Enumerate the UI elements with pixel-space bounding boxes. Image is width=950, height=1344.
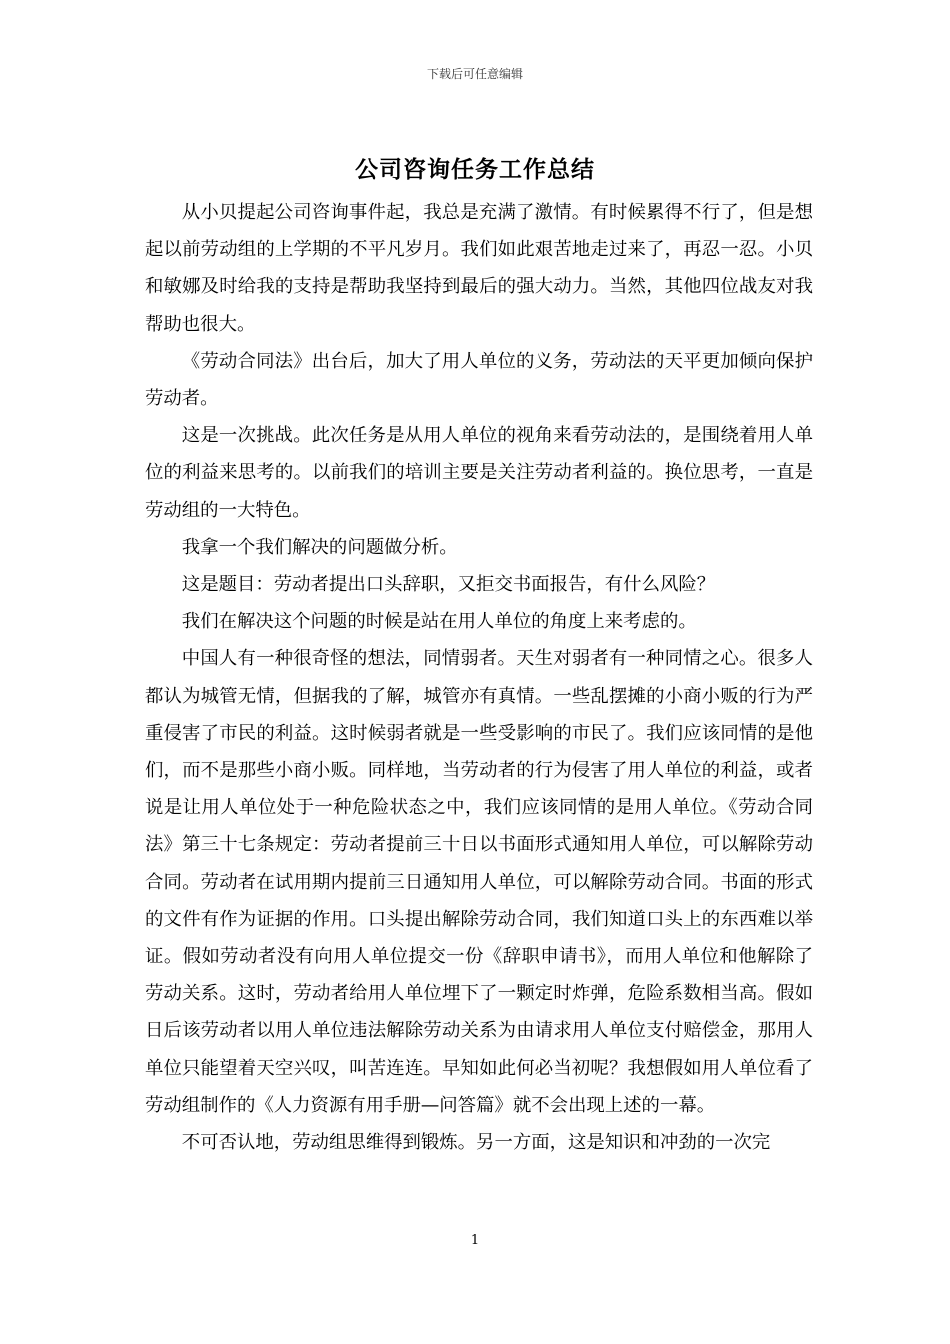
paragraph: 《劳动合同法》出台后，加大了用人单位的义务，劳动法的天平更加倾向保护劳动者。 [145,350,813,410]
page-number: 1 [470,1233,480,1248]
document-title: 公司咨询任务工作总结 [355,157,595,183]
page-header: 下载后可任意编辑 [426,67,523,81]
paragraph: 这是一次挑战。此次任务是从用人单位的视角来看劳动法的，是围绕着用人单位的利益来思考的。以前我们的培训主要是关注劳动者利益的。换位思考，一直是劳动组的一大特色。 [145,425,813,521]
paragraph: 这是题目：劳动者提出口头辞职，又拒交书面报告，有什么风险？ [181,574,716,596]
paragraph: 中国人有一种很奇怪的想法，同情弱者。天生对弱者有一种同情之心。很多人都认为城管无情，但据我的了解，城管亦有真情。一些乱摆摊的小商小贩的行为严重侵害了市民的利益。这时候弱者就是一些受影响的市民了。我们应该同情的是他们，而不是那些小商小贩。同样地，当劳动者的行为侵害了用人单位的利益，或者说是让用人单位处于一种危险状态之中，我们应该同情的是用人单位。《劳动合同法》第三十七条规定：劳动者提前三十日以书面形式通知用人单位，可以解除劳动合同。劳动者在试用期内提前三日通知用人单位，可以解除劳动合同。书面的形式的文件有作为证据的作用。口头提出解除劳动合同，我们知道口头上的东西难以举证。假如劳动者没有向用人单位提交一份《辞职申请书》，而用人单位和他解除了劳动关系。这时，劳动者给用人单位埋下了一颗定时炸弹，危险系数相当高。假如日后该劳动者以用人单位违法解除劳动关系为由请求用人单位支付赔偿金，那用人单位只能望着天空兴叹，叫苦连连。早知如此何必当初呢？我想假如用人单位看了劳动组制作的《人力资源有用手册—问答篇》就不会出现上述的一幕。 [145,648,813,1116]
document-body [145,194,813,1161]
paragraph: 我拿一个我们解决的问题做分析。 [181,536,458,558]
paragraph: 从小贝提起公司咨询事件起，我总是充满了激情。有时候累得不行了，但是想起以前劳动组的上学期的不平凡岁月。我们如此艰苦地走过来了，再忍一忍。小贝和敏娜及时给我的支持是帮助我坚持到最后的强大动力。当然，其他四位战友对我帮助也很大。 [145,202,813,335]
paragraph: 不可否认地，劳动组思维得到锻炼。另一方面，这是知识和冲劲的一次完 [181,1132,771,1154]
paragraph: 我们在解决这个问题的时候是站在用人单位的角度上来考虑的。 [181,611,697,633]
